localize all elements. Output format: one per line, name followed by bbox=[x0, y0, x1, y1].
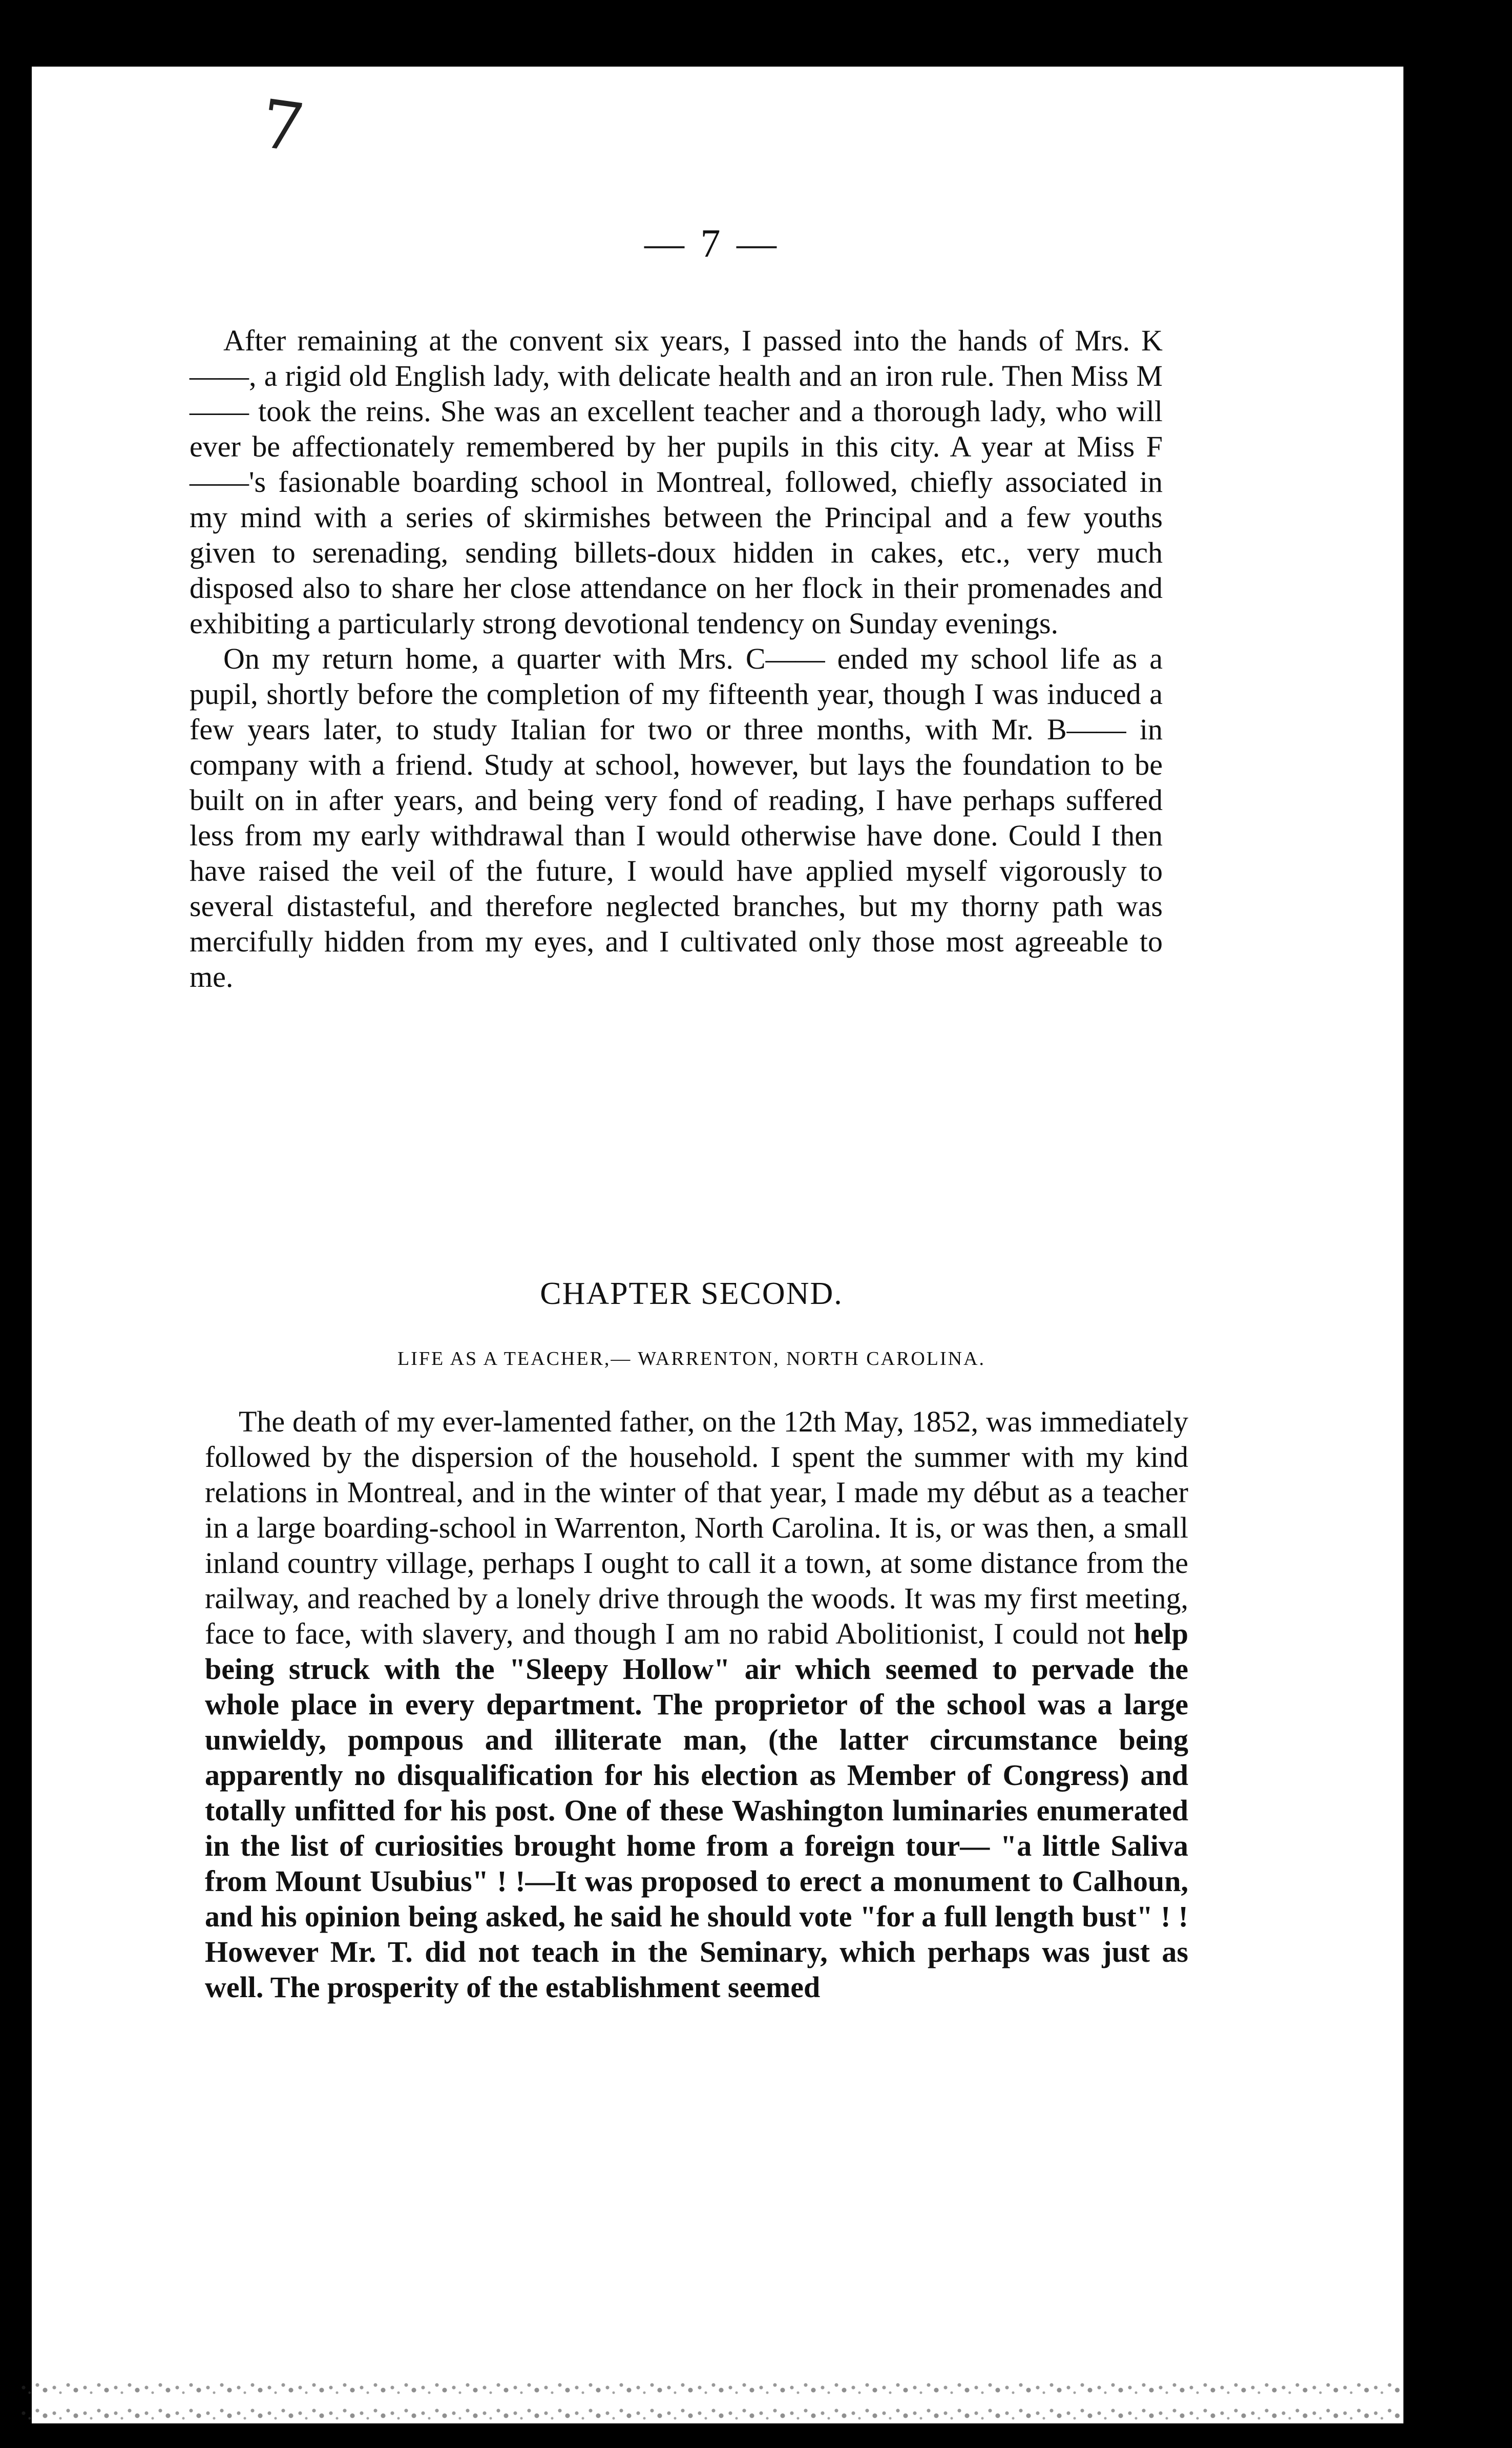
paragraph-regular-run: The death of my ever-lamented father, on the 12th May, 1852, was immediately followed by the dispersion of the household. I spent the summer with my kind relations in Montreal, and in the winter of that year, I made my début as a teacher in a large boarding-school in Warrenton, North Carolina. It is, or was then, a small inland country village, perhaps I ought to call it a town, at some distance from the railway, and reached by a lonely drive through the woods. It was my first meeting, face to face, with slavery, and though I am no rabid Abolitionist, I could not bbox=[205, 1405, 1188, 1650]
handwritten-page-mark: 7 bbox=[256, 84, 309, 168]
paragraph: On my return home, a quarter with Mrs. C—— ended my school life as a pupil, shortly before the completion of my fifteenth year, though I was induced a few years later, to study Italian for two or three months, with Mr. B—— in company with a friend. Study at school, however, but lays the foundation to be built on in after years, and being very fond of reading, I have perhaps suffered less from my early withdrawal than I would otherwise have done. Could I then have raised the veil of the future, I would have applied myself vigorously to several distasteful, and therefore neglected branches, but my thorny path was mercifully hidden from my eyes, and I cultivated only those most agreeable to me. bbox=[190, 642, 1163, 993]
paragraph-bold-run: help being struck with the "Sleepy Hollow" air which seemed to pervade the whole place in every department. The proprietor of the school was a large unwieldy, pompous and illiterate man, (the latter circumstance being apparently no disqualification for his election as Member of Congress) and totally unfitted for his post. One of these Washington luminaries enumerated in the list of curiosities brought home from a foreign tour— "a little Saliva from Mount Usubius" ! !—It was proposed to erect a monument to Calhoun, and his opinion being asked, he said he should vote "for a full length bust" ! ! However Mr. T. did not teach in the Seminary, which perhaps was just as well. The prosperity of the establishment seemed bbox=[205, 1617, 1188, 2004]
chapter-heading: CHAPTER SECOND. bbox=[540, 1276, 843, 1311]
paragraph bbox=[205, 1404, 1188, 2005]
chapter-subtitle: LIFE AS A TEACHER,— WARRENTON, NORTH CAROLINA. bbox=[397, 1348, 986, 1370]
binding-edge bbox=[20, 67, 32, 2423]
scan-noise bbox=[20, 2377, 1403, 2423]
page-number: — 7 — bbox=[644, 221, 780, 265]
scanned-page bbox=[20, 67, 1403, 2423]
paragraph: After remaining at the convent six years, I passed into the hands of Mrs. K——, a rigid old English lady, with delicate health and an iron rule. Then Miss M—— took the reins. She was an excellent teacher and a thorough lady, who will ever be affectionately remembered by her pupils in this city. A year at Miss F——'s fasionable boarding school in Montreal, followed, chiefly associated in my mind with a series of skirmishes between the Principal and a few youths given to serenading, sending billets-doux hidden in cakes, etc., very much disposed also to share her close attendance on her flock in their promenades and exhibiting a particularly strong devotional tendency on Sunday evenings. bbox=[190, 324, 1163, 640]
text-block-upper bbox=[190, 323, 1163, 994]
text-block-lower bbox=[205, 1404, 1188, 2005]
